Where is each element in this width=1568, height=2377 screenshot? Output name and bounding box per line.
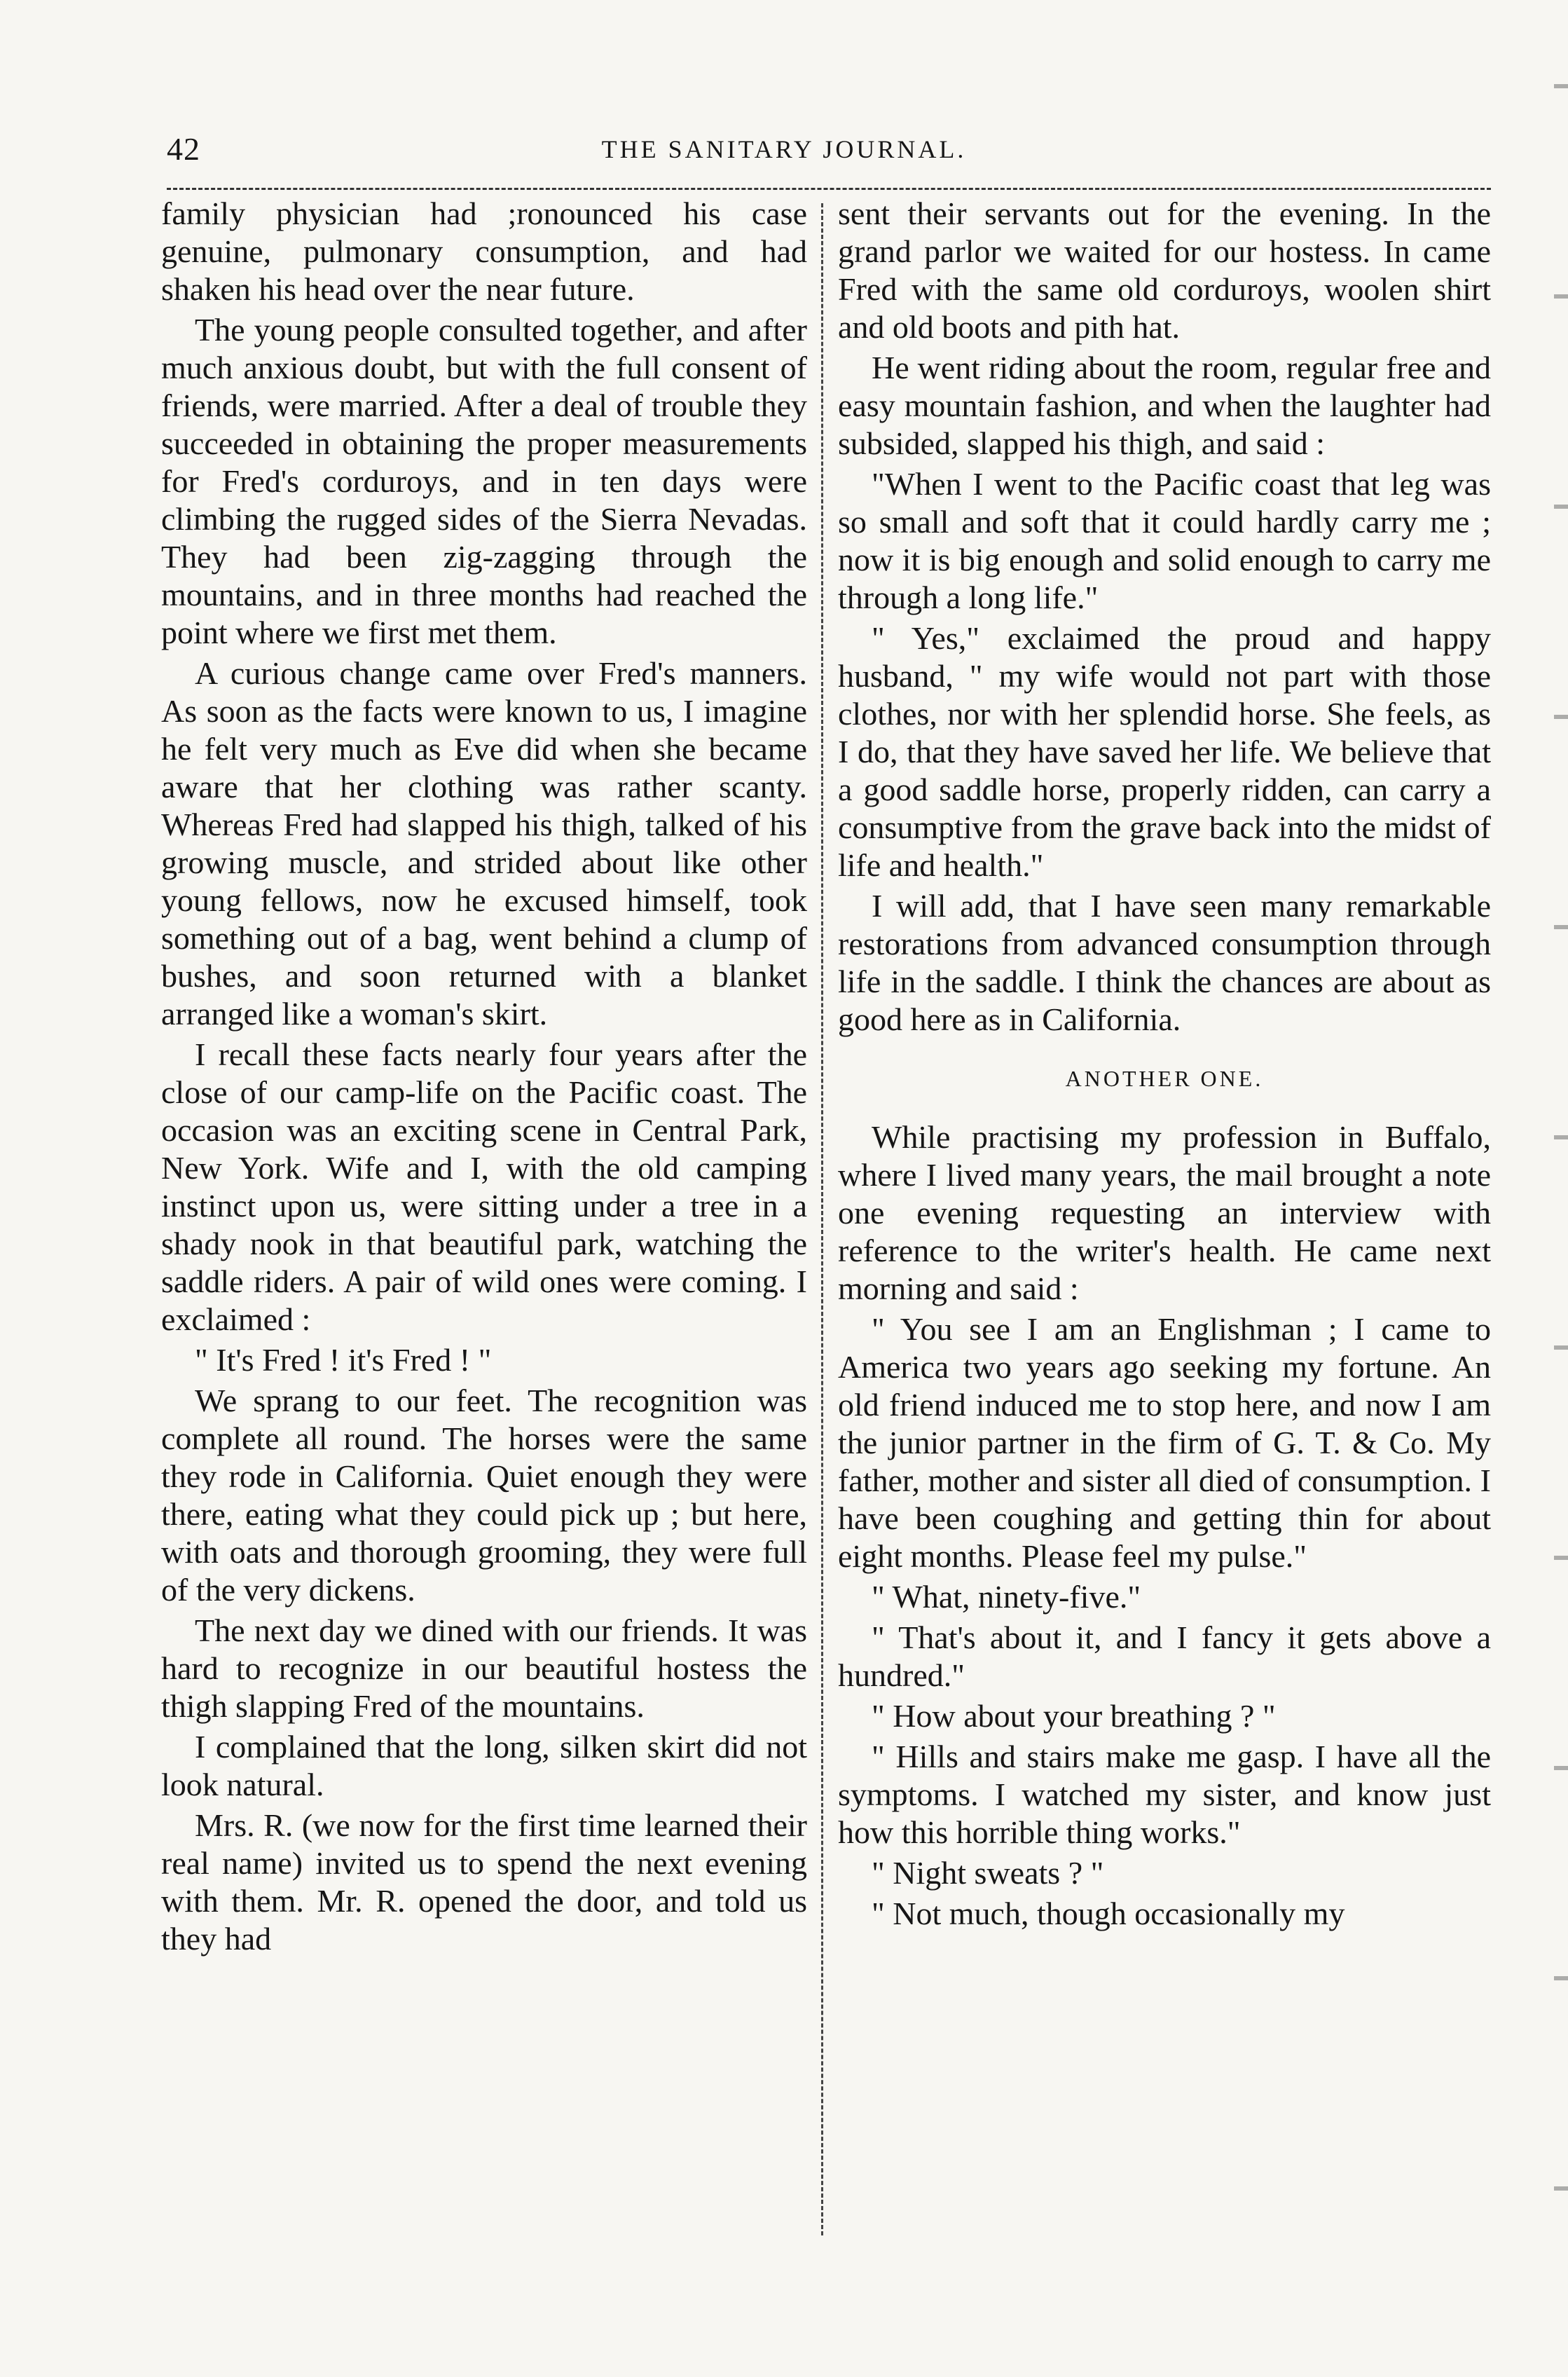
paragraph: family physician had ;ronounced his case genuine, pulmonary consumption, and had shaken his head over the near future. [161,196,807,307]
paragraph: Mrs. R. (we now for the first time learned their real name) invited us to spend the next evening with them. Mr. R. opened the door, and told us they had [161,1807,807,1957]
right-column [838,195,1491,1936]
paragraph: While practising my profession in Buffalo, where I lived many years, the mail brought a note one evening requesting an interview with reference to the writer's health. He came next morning and said : [838,1119,1491,1306]
paragraph: " What, ninety-five." [872,1579,1141,1615]
running-head: THE SANITARY JOURNAL. [601,135,967,163]
header-rule [167,188,1491,190]
paragraph: " That's about it, and I fancy it gets above a hundred." [838,1619,1491,1693]
paragraph: " Yes," exclaimed the proud and happy husband, " my wife would not part with those clothes, nor with her splendid horse. She feels, as I do, that they have saved her life. We believe that a good saddle horse, properly ridden, can carry a consumptive from the grave back into the midst of life and health." [838,620,1491,883]
paragraph: " You see I am an Englishman ; I came to America two years ago seeking my fortune. An old friend induced me to stop here, and now I am the junior partner in the firm of G. T. & Co. My father, mother and sister all died of consumption. I have been coughing and getting thin for about eight months. Please feel my pulse." [838,1311,1491,1574]
paragraph: The young people consulted together, and after much anxious doubt, but with the full consent of friends, were married. After a deal of trouble they succeeded in obtaining the proper measurements for Fred's corduroys, and in ten days were climbing the rugged sides of the Sierra Nevadas. They had been zig-zagging through the mountains, and in three months had reached the point where we first met them. [161,312,807,650]
section-heading: ANOTHER ONE. [1065,1066,1264,1091]
scan-edge-marks [1554,0,1568,2377]
paragraph: He went riding about the room, regular free and easy mountain fashion, and when the laughter had subsided, slapped his thigh, and said : [838,350,1491,461]
paragraph: " Not much, though occasionally my [872,1896,1345,1931]
page-number: 42 [167,131,200,167]
paragraph: I will add, that I have seen many remarkable restorations from advanced consumption through life in the saddle. I think the chances are about as good here as in California. [838,888,1491,1037]
paragraph: " Night sweats ? " [872,1855,1104,1891]
paragraph: " How about your breathing ? " [872,1698,1276,1734]
paragraph: " Hills and stairs make me gasp. I have all the symptoms. I watched my sister, and know just how this horrible thing works." [838,1739,1491,1850]
paragraph: " It's Fred ! it's Fred ! " [195,1342,492,1378]
paragraph: I recall these facts nearly four years after the close of our camp-life on the Pacific coast. The occasion was an exciting scene in Central Park, New York. Wife and I, with the old camping instinct upon us, were sitting under a tree in a shady nook in that beautiful park, watching the saddle riders. A pair of wild ones were coming. I exclaimed : [161,1036,807,1337]
paragraph: "When I went to the Pacific coast that leg was so small and soft that it could hardly carry me ; now it is big enough and solid enough to carry me through a long life." [838,466,1491,615]
paragraph: A curious change came over Fred's manners. As soon as the facts were known to us, I imagine he felt very much as Eve did when she became aware that her clothing was rather scanty. Whereas Fred had slapped his thigh, talked of his growing muscle, and strided about like other young fellows, now he excused himself, took something out of a bag, went behind a clump of bushes, and soon returned with a blanket arranged like a woman's skirt. [161,655,807,1032]
paragraph: I complained that the long, silken skirt did not look natural. [161,1729,807,1802]
column-divider [821,203,823,2235]
paragraph: The next day we dined with our friends. It was hard to recognize in our beautiful hostess the thigh slapping Fred of the mountains. [161,1612,807,1724]
paragraph: sent their servants out for the evening. In the grand parlor we waited for our hostess. In came Fred with the same old corduroys, woolen shirt and old boots and pith hat. [838,196,1491,345]
left-column [161,195,807,1961]
paragraph: We sprang to our feet. The recognition was complete all round. The horses were the same they rode in California. Quiet enough they were there, eating what they could pick up ; but here, with oats and thorough grooming, they were full of the very dickens. [161,1383,807,1608]
